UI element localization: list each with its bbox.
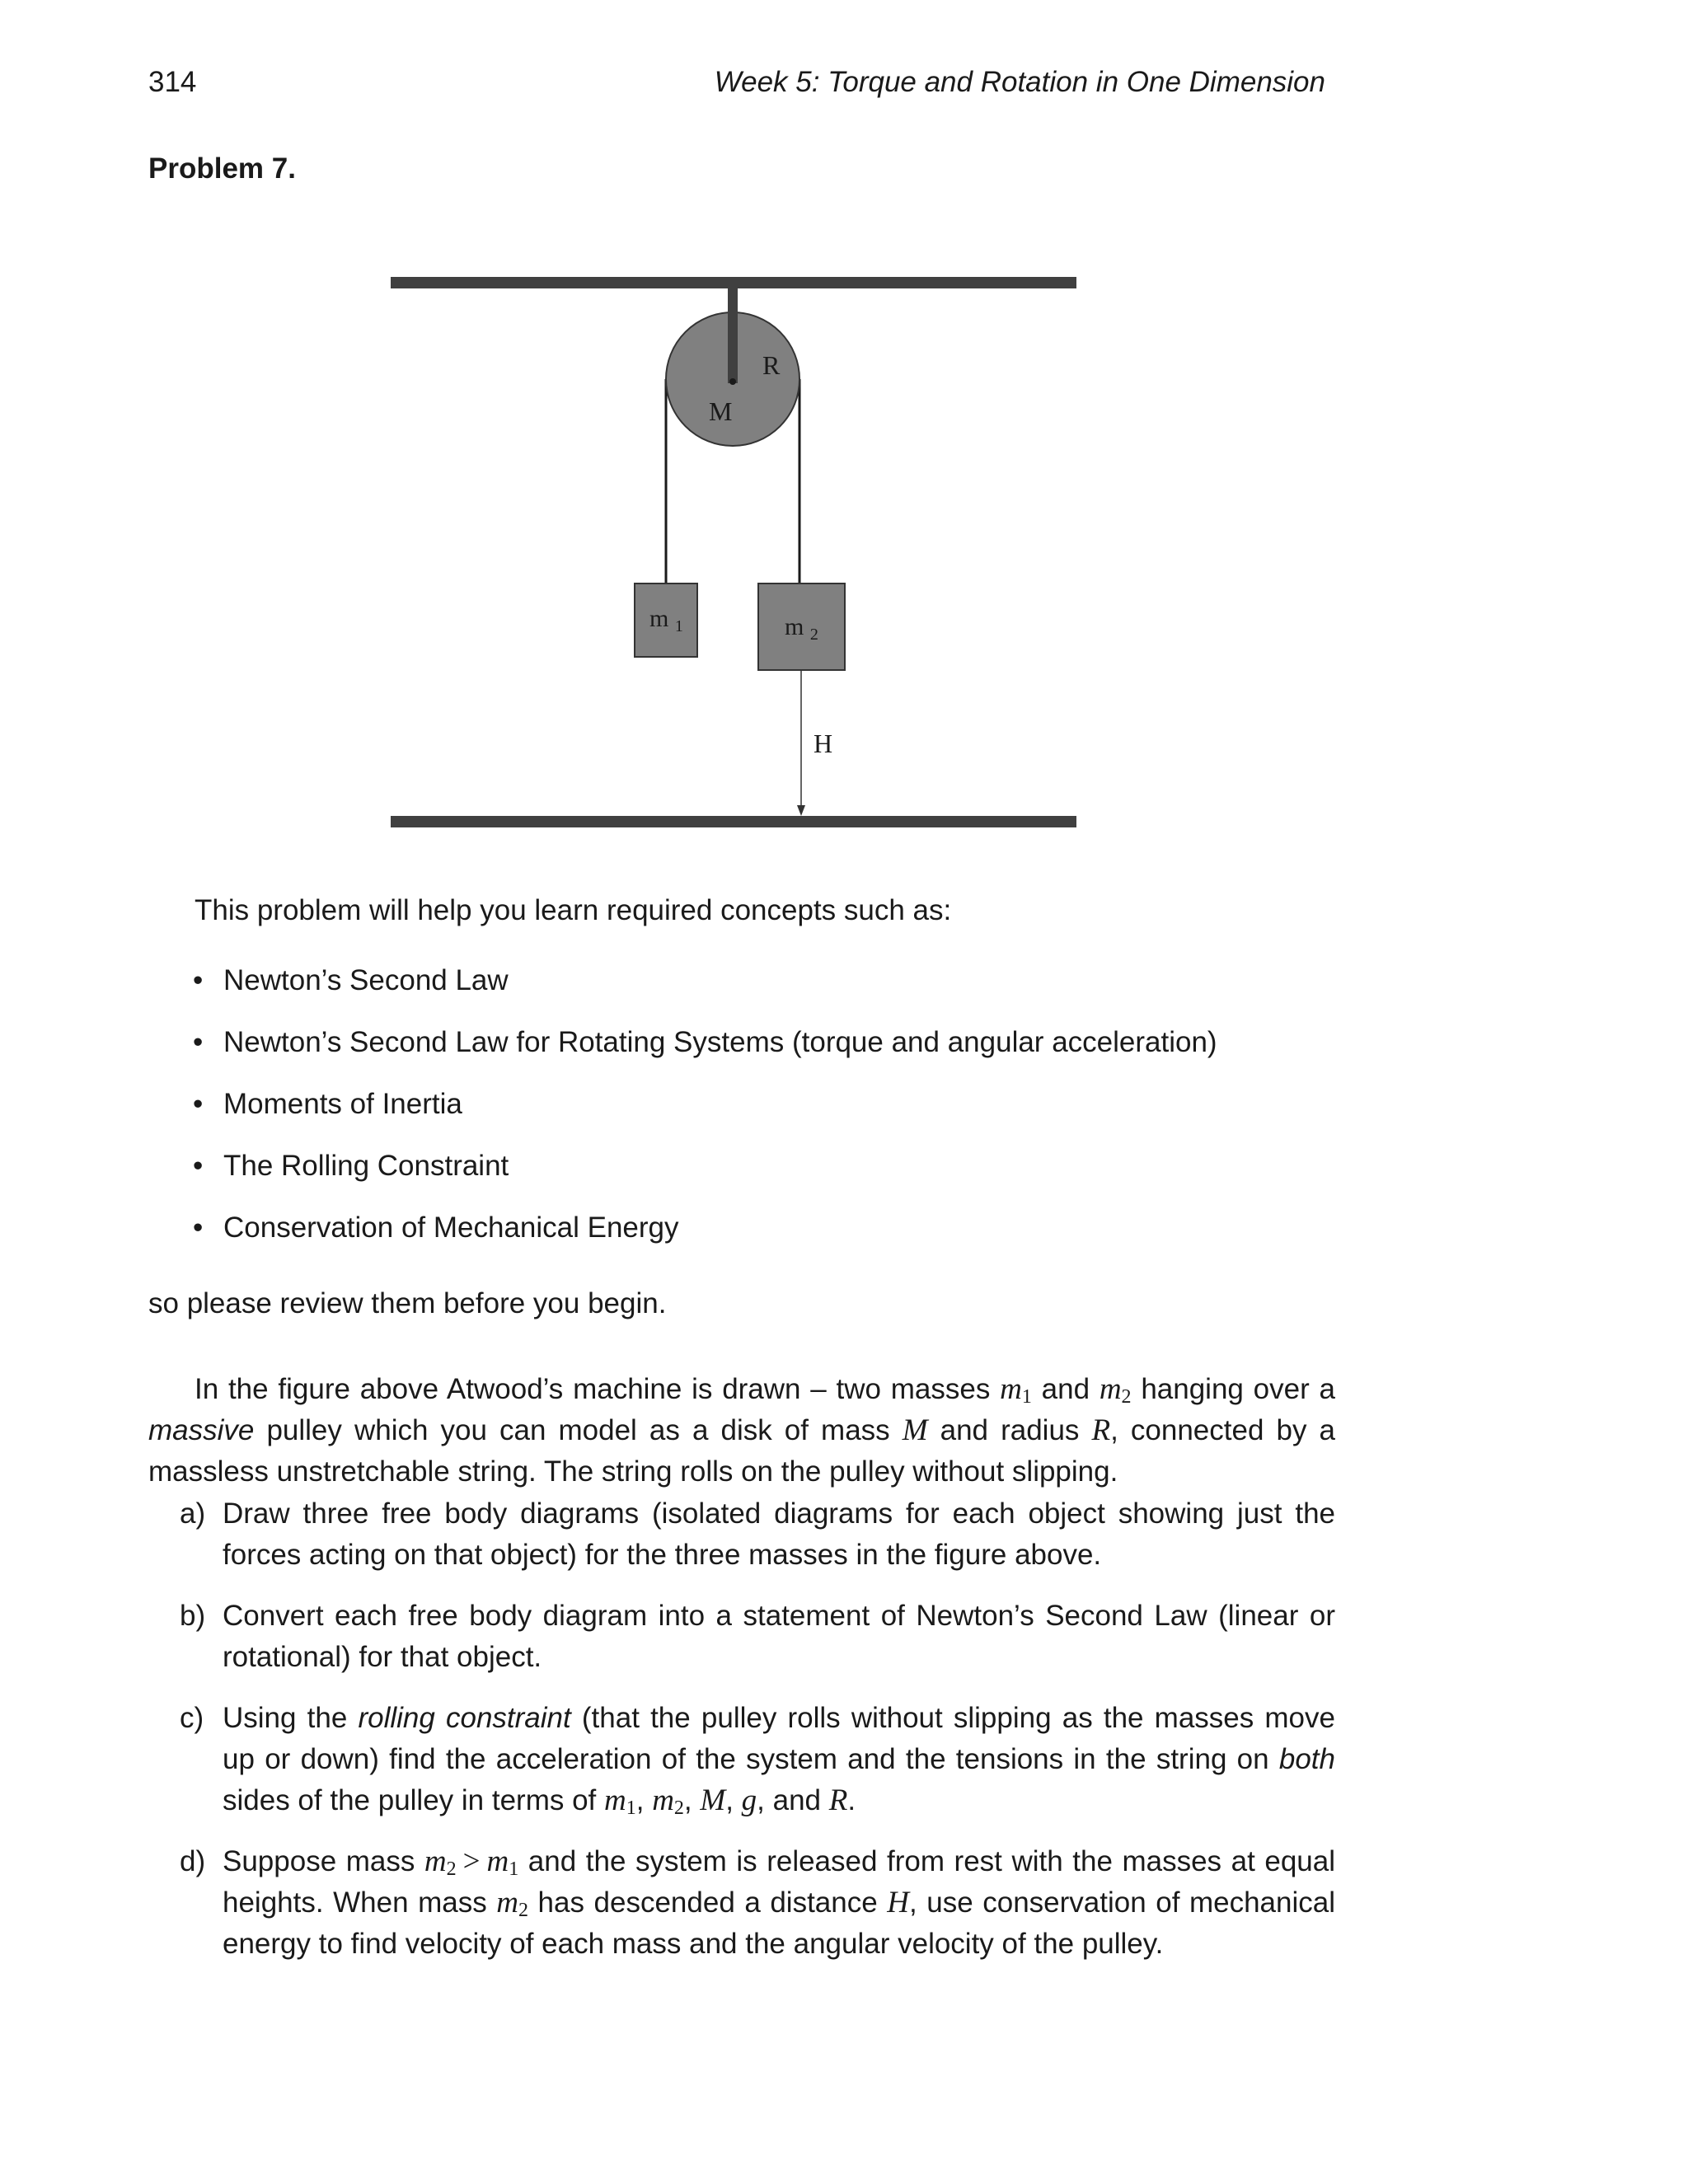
concept-item <box>193 963 1217 999</box>
part-a <box>148 1493 1335 1576</box>
part-d <box>148 1841 1335 1965</box>
math-m2: $m_2$ <box>652 1783 684 1819</box>
concept-item <box>193 1024 1217 1061</box>
math-m1: $m_1$ <box>1000 1372 1032 1408</box>
radius-label: R <box>762 350 781 380</box>
part-label: d) <box>180 1845 206 1877</box>
part-b <box>148 1596 1335 1678</box>
concept-item <box>193 1148 1217 1184</box>
part-label: b) <box>180 1600 206 1632</box>
emphasis-rolling-constraint: rolling constraint <box>358 1702 571 1734</box>
math-m2: $m_2$ <box>424 1844 457 1880</box>
floor-bar <box>391 816 1076 827</box>
bullet: • <box>193 1088 204 1120</box>
math-greater-than: > <box>462 1844 481 1878</box>
pulley-axle <box>729 378 736 385</box>
height-label: H <box>814 729 833 758</box>
math-g: g <box>741 1783 757 1817</box>
math-H: H <box>887 1886 909 1919</box>
part-label: c) <box>180 1702 204 1734</box>
mass1-label-letter: m <box>649 605 669 632</box>
concept-text: Newton’s Second Law <box>223 964 509 996</box>
part-text: Convert each free body diagram into a statement of Newton’s Second Law (linear or rotational) for that object. <box>223 1600 1335 1673</box>
ceiling-bar <box>391 277 1076 288</box>
problem-title: Problem 7. <box>148 152 296 185</box>
concept-item <box>193 1210 1217 1246</box>
math-M: M <box>700 1783 726 1817</box>
mass2-label-letter: m <box>785 613 804 640</box>
emphasis-massive: massive <box>148 1414 255 1446</box>
bullet: • <box>193 1026 204 1058</box>
part-text: Suppose mass $m_2 > m_1$ and the system is released from rest with the masses at equal heights. When mass $m_2$ has descended a distance H, use conservation of mechanical energy to find velocity of each mass and the angular velocity of the pulley. <box>223 1844 1336 1960</box>
bullet: • <box>193 1212 204 1244</box>
concept-item <box>193 1086 1217 1122</box>
math-m2: $m_2$ <box>496 1886 529 1921</box>
mass1-label-subscript: 1 <box>674 617 683 635</box>
atwood-machine-figure <box>387 272 1096 849</box>
part-text: Using the rolling constraint (that the pulley rolls without slipping as the masses move up or down) find the acceleration of the system and the tensions in the string on both sides of the pulley in terms of $m_1$, $m_2$, M, g, and R. <box>223 1702 1335 1819</box>
review-text: so please review them before you begin. <box>148 1287 667 1319</box>
part-text: Draw three free body diagrams (isolated diagrams for each object showing just the forces acting on that object) for the three masses in the figure above. <box>223 1497 1335 1571</box>
math-M: M <box>902 1413 928 1447</box>
concept-text: Moments of Inertia <box>223 1088 462 1120</box>
bullet: • <box>193 964 204 996</box>
height-arrow-head <box>797 805 805 816</box>
math-m1: $m_1$ <box>604 1783 636 1819</box>
bullet: • <box>193 1150 204 1182</box>
math-R: R <box>828 1783 848 1817</box>
intro-text: This problem will help you learn required concepts such as: <box>195 894 952 926</box>
mass2-label-subscript: 2 <box>809 626 818 644</box>
page-number: 314 <box>148 66 197 98</box>
problem-description: In the figure above Atwood’s machine is drawn – two masses $m_1$ and $m_2$ hanging over a massive pulley which you can model as a disk of mass M and radius R, connected by a massless unstretchable string. The string rolls on the pulley without slipping. <box>148 1372 1335 1488</box>
pulley-mass-label: M <box>709 396 733 426</box>
part-label: a) <box>180 1497 206 1530</box>
problem-parts <box>148 1493 1335 1985</box>
concept-text: Conservation of Mechanical Energy <box>223 1212 679 1244</box>
emphasis-both: both <box>1278 1743 1335 1775</box>
concepts-list <box>193 963 1217 1272</box>
part-c <box>148 1698 1335 1821</box>
running-head: Week 5: Torque and Rotation in One Dimension <box>714 66 1325 98</box>
pulley-axle-rod <box>728 288 738 383</box>
concept-text: The Rolling Constraint <box>223 1150 509 1182</box>
math-m2: $m_2$ <box>1099 1372 1132 1408</box>
math-m1: $m_1$ <box>486 1844 519 1880</box>
math-R: R <box>1091 1413 1111 1447</box>
concept-text: Newton’s Second Law for Rotating Systems (torque and angular acceleration) <box>223 1026 1217 1058</box>
